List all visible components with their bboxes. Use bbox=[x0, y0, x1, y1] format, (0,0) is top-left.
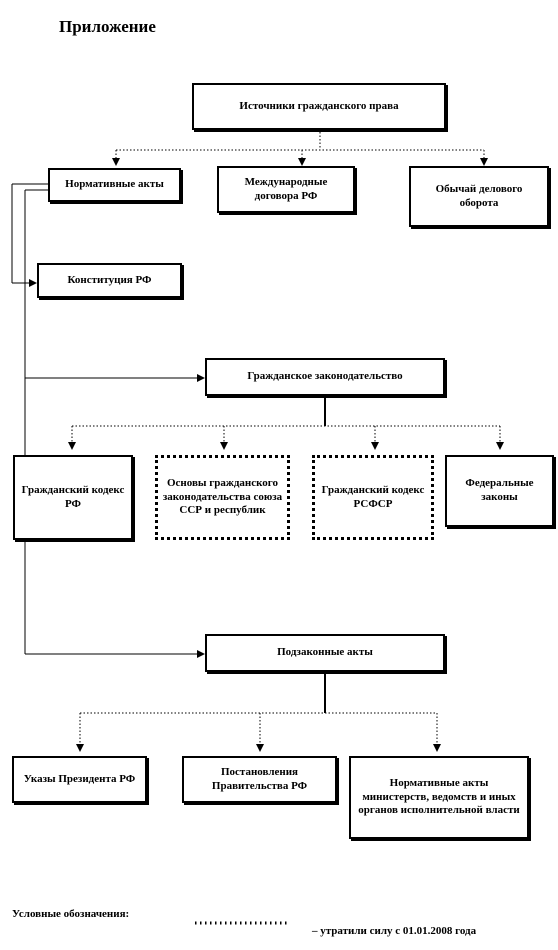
node-bylaws: Подзаконные акты bbox=[205, 634, 445, 672]
node-normative-acts: Нормативные акты bbox=[48, 168, 181, 202]
legend-dotted-meaning: – утратили силу с 01.01.2008 года bbox=[312, 925, 477, 937]
node-sources: Источники гражданского права bbox=[192, 83, 446, 130]
node-resolutions: Постановления Правительства РФ bbox=[182, 756, 337, 803]
connector-legislation-to-children bbox=[72, 398, 500, 448]
connector-bylaws-to-children bbox=[80, 674, 437, 750]
connector-normative-trunk bbox=[25, 190, 203, 654]
node-civil-code-rf: Гражданский кодекс РФ bbox=[13, 455, 133, 540]
node-international: Международные договора РФ bbox=[217, 166, 355, 213]
legend-label: Условные обозначения: bbox=[12, 908, 130, 920]
node-ussr-principles: Основы гражданского законодательства союза ССР и республик bbox=[155, 455, 290, 540]
node-constitution: Конституция РФ bbox=[37, 263, 182, 298]
node-decrees: Указы Президента РФ bbox=[12, 756, 147, 803]
node-civil-legislation: Гражданское законодательство bbox=[205, 358, 445, 396]
node-customs: Обычай делового оборота bbox=[409, 166, 549, 227]
node-ministry-acts: Нормативные акты министерств, ведомств и иных органов исполнительной власти bbox=[349, 756, 529, 839]
page-title: Приложение bbox=[59, 17, 156, 36]
connector-sources-to-top bbox=[116, 132, 484, 164]
node-federal-laws: Федеральные законы bbox=[445, 455, 554, 527]
node-civil-code-rsfsr: Гражданский кодекс РСФСР bbox=[312, 455, 434, 540]
